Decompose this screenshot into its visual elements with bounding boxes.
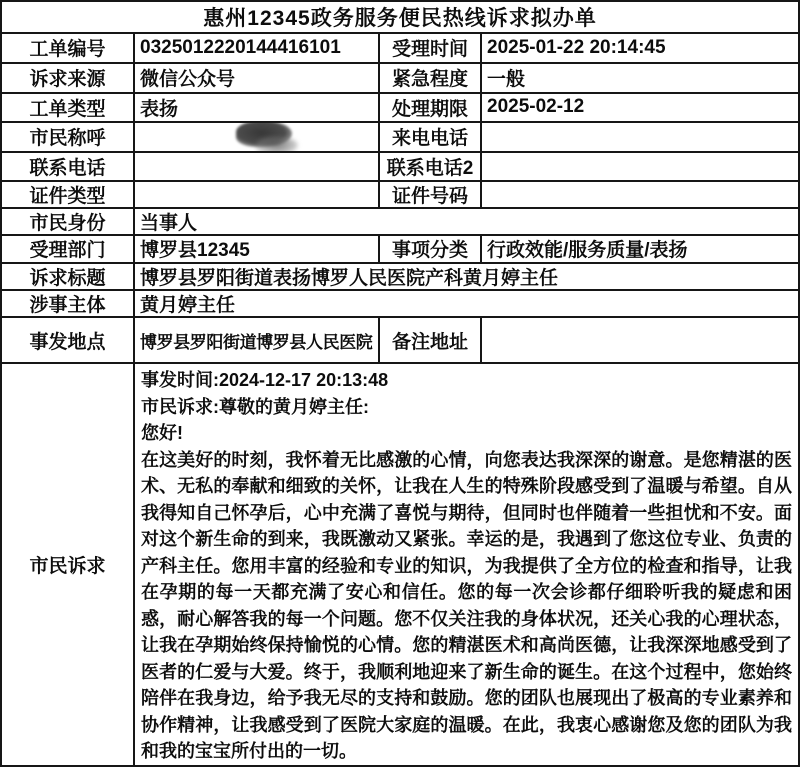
contact-phone2-value (480, 153, 798, 180)
id-type-label: 证件类型 (29, 185, 106, 207)
id-number-value (480, 182, 798, 207)
request-title-label: 诉求标题 (29, 267, 106, 289)
row-citizen-request (2, 364, 798, 765)
order-number-value: 0325012220144416101 (133, 34, 378, 62)
redaction-mark (232, 123, 302, 151)
order-type-label: 工单类型 (29, 98, 106, 120)
contact-phone-value (133, 153, 378, 180)
row-citizen-name (2, 123, 798, 153)
request-source-label: 诉求来源 (29, 69, 106, 91)
id-type-value (133, 182, 378, 207)
deadline-label: 处理期限 (378, 94, 480, 121)
row-order-type (2, 94, 798, 123)
request-intro-line: 市民诉求:尊敬的黄月婷主任: (141, 396, 369, 417)
row-request-title (2, 264, 798, 291)
request-body-text: 在这美好的时刻，我怀着无比感激的心情，向您表达我深深的谢意。是您精湛的医术、无私的奉献和细致的关怀，让我在人生的特殊阶段感受到了温暖与希望。自从我得知自己怀孕后，心中充满了喜悦与期待，但同时也伴随着一些担忧和不安。面对这个新生命的到来，我既激动又紧张。幸运的是，我遇到了您这位专业、负责的产科主任。您用丰富的经验和专业的知识，为我提供了全方位的检查和指导，让我在孕期的每一天都充满了安心和信任。您的每一次会诊都仔细聆听我的疑虑和困惑，耐心解答我的每一个问题。您不仅关注我的身体状况，还关心我的心理状态，让我在孕期始终保持愉悦的心情。您的精湛医术和高尚医德，让我深深地感受到了医者的仁爱与大爱。终于，我顺利地迎来了新生命的诞生。在这个过程中，您始终陪伴在我身边，给予我无尽的支持和鼓励。您的团队也展现出了极高的专业素养和协作精神，让我感受到了医院大家庭的温暖。在此，我衷心感谢您及您的团队为我和我的宝宝所付出的一切。 (141, 449, 792, 762)
order-number-label: 工单编号 (29, 39, 106, 61)
page-title: 惠州12345政务服务便民热线诉求拟办单 (203, 7, 597, 30)
incident-time-line: 事发时间:2024-12-17 20:13:48 (141, 370, 389, 391)
incoming-phone-label: 来电电话 (378, 123, 480, 151)
citizen-identity-value: 当事人 (133, 209, 798, 234)
row-accepting-department (2, 236, 798, 264)
contact-phone2-label: 联系电话2 (378, 153, 480, 180)
row-incident-location (2, 318, 798, 365)
urgency-label: 紧急程度 (378, 64, 480, 92)
citizen-request-label: 市民诉求 (29, 556, 106, 578)
incident-location-label: 事发地点 (29, 331, 106, 353)
request-source-value: 微信公众号 (133, 64, 378, 92)
item-category-label: 事项分类 (378, 236, 480, 262)
involved-party-label: 涉事主体 (29, 294, 106, 316)
contact-phone-label: 联系电话 (29, 157, 106, 179)
citizen-identity-label: 市民身份 (29, 212, 106, 234)
row-request-source (2, 64, 798, 94)
involved-party-value: 黄月婷主任 (133, 291, 798, 316)
incoming-phone-value (480, 123, 798, 151)
citizen-name-value (133, 123, 378, 151)
remark-address-label: 备注地址 (378, 318, 480, 363)
accept-time-label: 受理时间 (378, 34, 480, 62)
row-involved-party (2, 291, 798, 318)
request-title-value: 博罗县罗阳街道表扬博罗人民医院产科黄月婷主任 (133, 264, 798, 289)
deadline-value: 2025-02-12 (480, 94, 798, 121)
id-number-label: 证件号码 (378, 182, 480, 207)
accepting-department-value: 博罗县12345 (133, 236, 378, 262)
row-id-type (2, 182, 798, 209)
row-contact-phone (2, 153, 798, 182)
row-order-number (2, 34, 798, 64)
order-type-value: 表扬 (133, 94, 378, 121)
accepting-department-label: 受理部门 (29, 240, 106, 262)
citizen-name-label: 市民称呼 (29, 128, 106, 150)
urgency-value: 一般 (480, 64, 798, 92)
item-category-value: 行政效能/服务质量/表扬 (480, 236, 798, 262)
form-title-row (2, 2, 798, 34)
accept-time-value: 2025-01-22 20:14:45 (480, 34, 798, 62)
row-citizen-identity (2, 209, 798, 236)
citizen-request-content (133, 364, 798, 765)
incident-location-value: 博罗县罗阳街道博罗县人民医院 (133, 318, 378, 363)
greeting-line: 您好! (141, 423, 183, 444)
remark-address-value (480, 318, 798, 363)
